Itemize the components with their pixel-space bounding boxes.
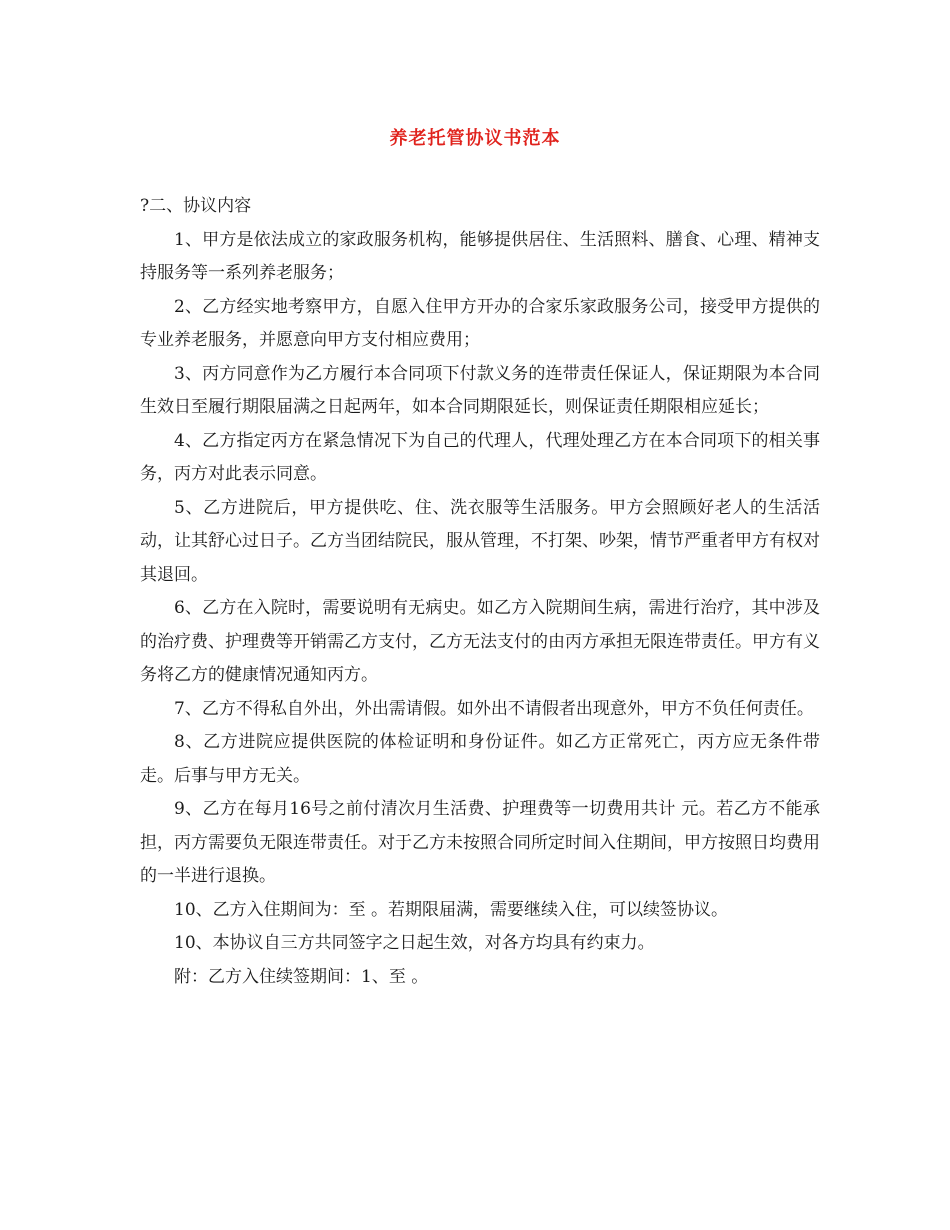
appendix-renewal: 附：乙方入住续签期间：1、至 。	[174, 966, 429, 987]
clause-10-stay-period: 10、乙方入住期间为：至 。若期限届满，需要继续入住，可以续签协议。	[174, 899, 729, 920]
clause-10-effect: 10、本协议自三方共同签字之日起生效，对各方均具有约束力。	[174, 933, 655, 953]
clause-4: 4、乙方指定丙方在紧急情况下为自己的代理人，代理处理乙方在本合同项下的相关事务，丙方对此表示同意。	[140, 430, 820, 484]
clause-5: 5、乙方进院后，甲方提供吃、住、洗衣服等生活服务。甲方会照顾好老人的生活活动，让其舒心过日子。乙方当团结院民，服从管理，不打架、吵架，情节严重者甲方有权对其退回。	[140, 497, 820, 585]
clause-7: 7、乙方不得私自外出，外出需请假。如外出不请假者出现意外，甲方不负任何责任。	[174, 698, 814, 719]
clause-1: 1、甲方是依法成立的家政服务机构，能够提供居住、生活照料、膳食、心理、精神支持服务等一系列养老服务；	[140, 229, 820, 283]
document-body	[140, 190, 820, 994]
clause-3: 3、丙方同意作为乙方履行本合同项下付款义务的连带责任保证人，保证期限为本合同生效日至履行期限届满之日起两年，如本合同期限延长，则保证责任期限相应延长；	[140, 363, 820, 417]
document-title: 养老托管协议书范本	[389, 128, 561, 149]
clause-9: 9、乙方在每月16号之前付清次月生活费、护理费等一切费用共计 元。若乙方不能承担，丙方需要负无限连带责任。对于乙方未按照合同所定时间入住期间，甲方按照日均费用的一半进行退换。	[140, 799, 820, 886]
clause-6: 6、乙方在入院时，需要说明有无病史。如乙方入院期间生病，需进行治疗，其中涉及的治疗费、护理费等开销需乙方支付，乙方无法支付的由丙方承担无限连带责任。甲方有义务将乙方的健康情况通知丙方。	[140, 598, 820, 685]
section-heading: ?二、协议内容	[140, 196, 252, 216]
clause-2: 2、乙方经实地考察甲方，自愿入住甲方开办的合家乐家政服务公司，接受甲方提供的专业养老服务，并愿意向甲方支付相应费用；	[140, 296, 820, 350]
clause-8: 8、乙方进院应提供医院的体检证明和身份证件。如乙方正常死亡，丙方应无条件带走。后事与甲方无关。	[140, 732, 820, 786]
